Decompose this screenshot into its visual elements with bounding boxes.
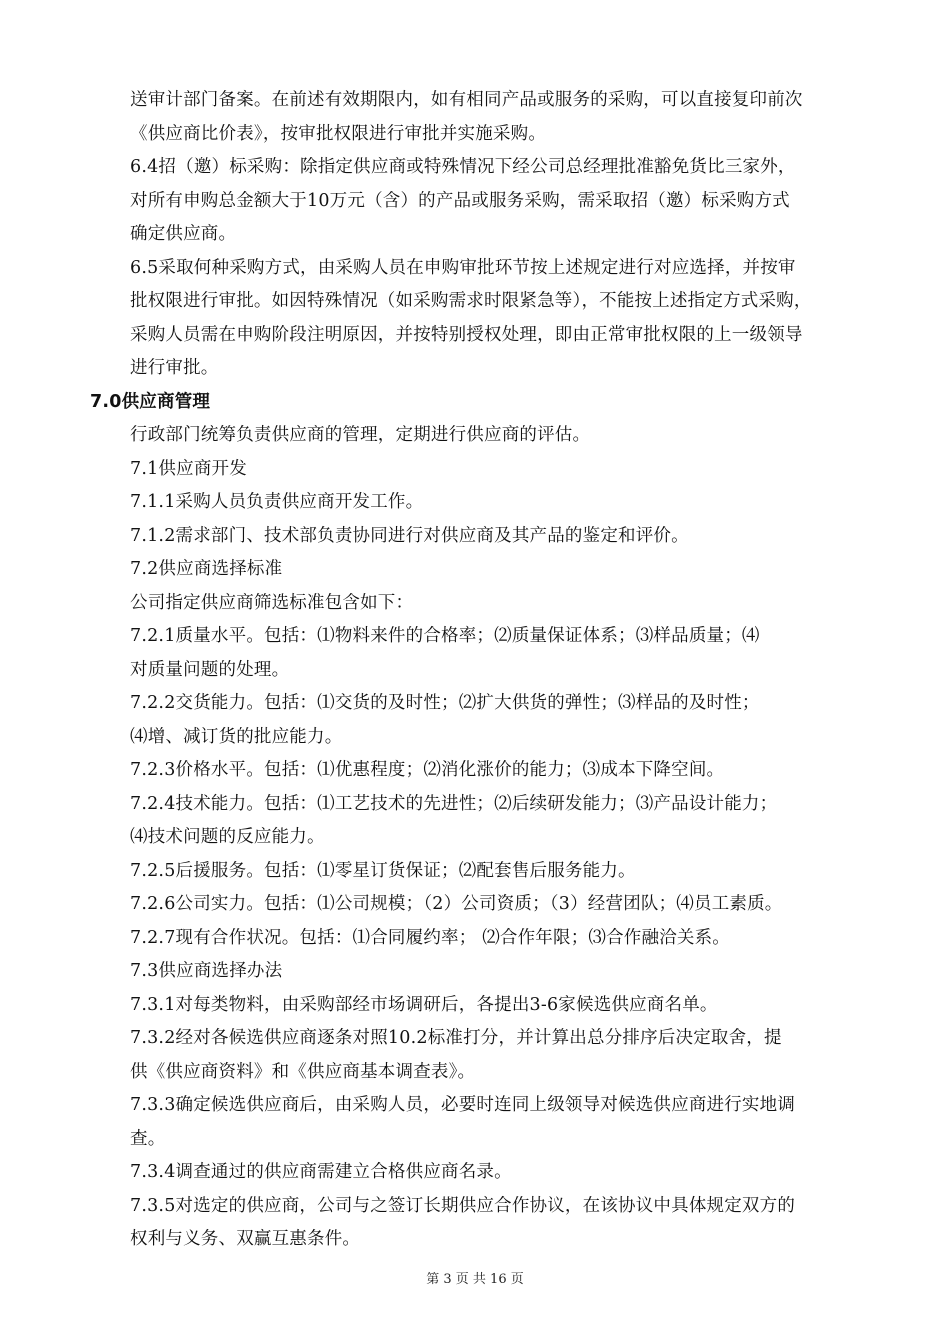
text-line: 对所有申购总金额大于10万元（含）的产品或服务采购，需采取招（邀）标采购方式 [130,190,790,211]
text-line: 7.2.4技术能力。包括：⑴工艺技术的先进性；⑵后续研发能力；⑶产品设计能力； [130,793,778,814]
section-heading: 7.0供应商管理 [90,391,211,412]
text-line: 行政部门统筹负责供应商的管理，定期进行供应商的评估。 [130,425,591,445]
text-line: ⑷技术问题的反应能力。 [130,827,325,847]
text-line: 7.3.1对每类物料，由采购部经市场调研后，各提出3-6家候选供应商名单。 [130,994,718,1015]
text-line: 7.1供应商开发 [130,458,247,479]
text-line: 7.3.3确定候选供应商后，由采购人员，必要时连同上级领导对候选供应商进行实地调 [130,1095,796,1115]
text-line: 批权限进行审批。如因特殊情况（如采购需求时限紧急等），不能按上述指定方式采购， [130,291,812,311]
text-line: 7.2.3价格水平。包括：⑴优惠程度；⑵消化涨价的能力；⑶成本下降空间。 [130,760,725,780]
text-line: 采购人员需在申购阶段注明原因，并按特别授权处理，即由正常审批权限的上一级领导 [130,324,803,345]
text-line: 7.2.7现有合作状况。包括：⑴合同履约率； ⑵合作年限；⑶合作融洽关系。 [130,927,730,948]
text-line: 7.2.2交货能力。包括：⑴交货的及时性；⑵扩大供货的弹性；⑶样品的及时性； [130,693,760,713]
page-number: 第 3 页 共 16 页 [426,1272,524,1287]
text-line: 查。 [130,1128,166,1149]
text-line: 权利与义务、双赢互惠条件。 [130,1229,361,1249]
text-line: 送审计部门备案。在前述有效期限内，如有相同产品或服务的采购，可以直接复印前次 [130,90,803,110]
document-body [0,84,950,1257]
text-line: 7.1.1采购人员负责供应商开发工作。 [130,492,424,512]
text-line: 7.1.2需求部门、技术部负责协同进行对供应商及其产品的鉴定和评价。 [130,525,689,546]
text-line: 7.3.5对选定的供应商，公司与之签订长期供应合作协议，在该协议中具体规定双方的 [130,1195,796,1216]
text-line: 《供应商比价表》，按审批权限进行审批并实施采购。 [130,123,547,144]
text-line: 7.2.6公司实力。包括：⑴公司规模；（2）公司资质；（3）经营团队；⑷员工素质。 [130,894,783,914]
text-line: 对质量问题的处理。 [130,659,290,680]
text-line: 7.3.2经对各候选供应商逐条对照10.2标准打分，并计算出总分排序后决定取舍，提 [130,1028,782,1048]
text-line: 7.2.1质量水平。包括：⑴物料来件的合格率；⑵质量保证体系；⑶样品质量；⑷ [130,626,760,646]
text-line: 7.2.5后援服务。包括：⑴零星订货保证；⑵配套售后服务能力。 [130,860,636,881]
text-line: 确定供应商。 [130,224,237,244]
text-line: 公司指定供应商筛选标准包含如下： [130,592,414,613]
text-line: 7.3供应商选择办法 [130,961,283,981]
text-line: ⑷增、减订货的批应能力。 [130,726,343,747]
text-line: 6.4招（邀）标采购：除指定供应商或特殊情况下经公司总经理批准豁免货比三家外， [130,157,796,177]
text-line: 7.2供应商选择标准 [130,559,283,579]
text-line: 6.5采取何种采购方式，由采购人员在申购审批环节按上述规定进行对应选择，并按审 [130,257,796,278]
text-line: 7.3.4调查通过的供应商需建立合格供应商名录。 [130,1162,512,1182]
text-line: 进行审批。 [130,358,219,378]
text-line: 供《供应商资料》和《供应商基本调查表》。 [130,1061,476,1082]
